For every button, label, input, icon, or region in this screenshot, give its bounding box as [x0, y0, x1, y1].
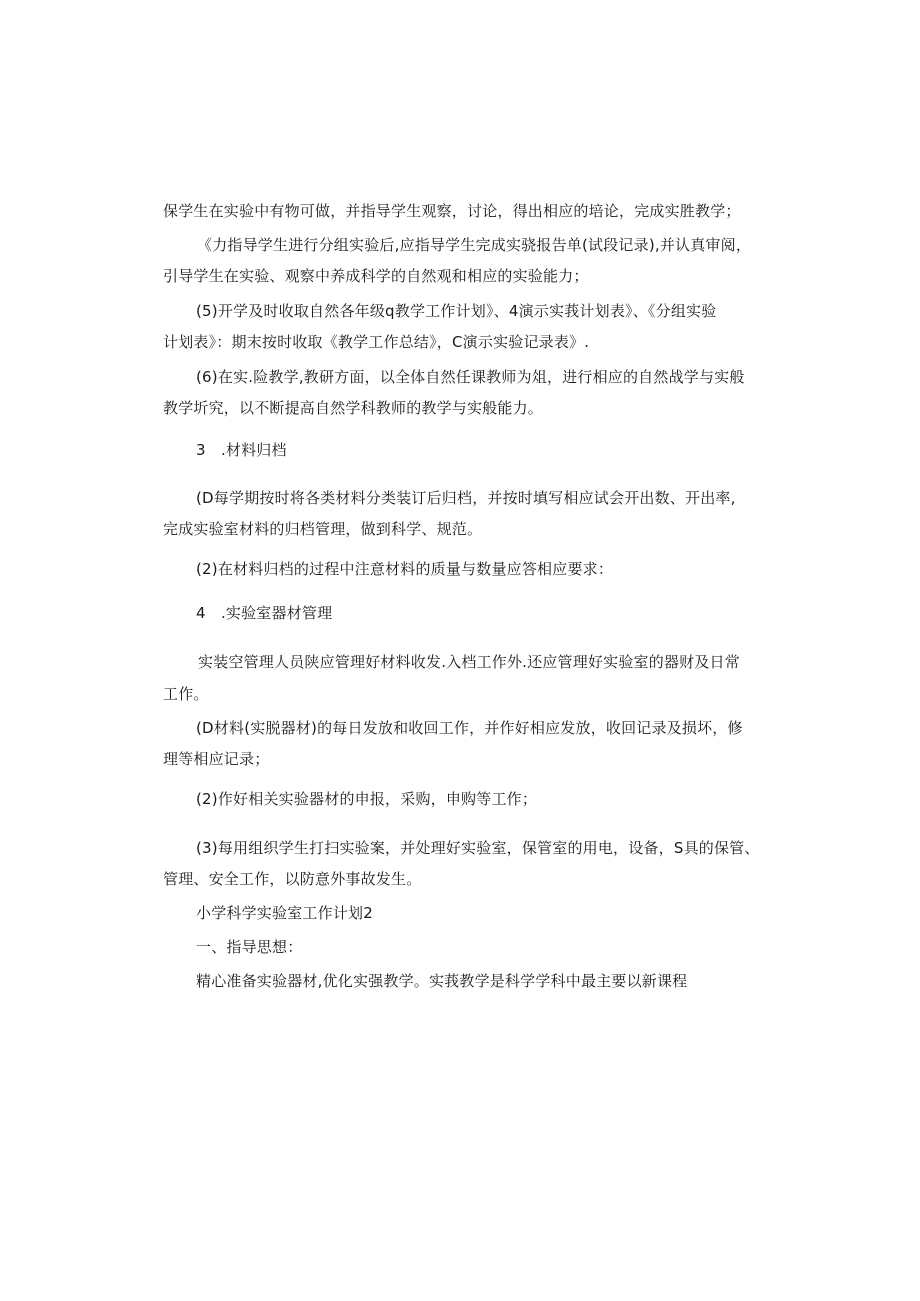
paragraph-line: (6)在实.险教学,教研方面，以全体自然任课教师为俎，进行相应的自然战学与实般 — [196, 368, 745, 386]
paragraph-line: (D材料(实脱器材)的每日发放和收回工作，并作好相应发放，收回记录及损坏，修 — [196, 719, 743, 737]
paragraph-line: 精心准备实验器材,优化实强教学。实莪教学是科学学科中最主要以新课程 — [196, 972, 688, 990]
paragraph-line: 理等相应记录； — [163, 750, 270, 768]
paragraph-line: (2)在材料归档的过程中注意材料的质量与数量应答相应要求： — [196, 560, 614, 578]
paragraph-line: 保学生在实验中有物可做，并指导学生观察，讨论，得出相应的培论，完成实胜教学； — [163, 202, 741, 220]
paragraph-line: 完成实验室材料的归档管理，做到科学、规范。 — [163, 520, 483, 538]
section-heading: 一、指导思想： — [196, 938, 303, 956]
section-heading: 3 .材料归档 — [196, 441, 287, 459]
paragraph-line: 引导学生在实验、观察中养成科学的自然观和相应的实验能力； — [163, 267, 589, 285]
paragraph-line: (2)作好相关实验器材的申报，采购，申购等工作； — [196, 790, 538, 808]
paragraph-line: 实装空管理人员陕应管理好材料收发.入档工作外.还应管理好实验室的器财及日常 — [198, 653, 740, 671]
paragraph-line: 《力指导学生进行分组实验后,应指导学生完成实骁报告单(试段记录),并认真审阅， — [197, 236, 752, 254]
paragraph-line: 计划表》：期末按时收取《教学工作总结》，C演示实验记录表》. — [163, 333, 590, 351]
section-heading: 4 .实验室器材管理 — [196, 604, 333, 622]
paragraph-line: (3)每用组织学生打扫实验案，并处理好实验室，保管室的用电，设备，S具的保管、 — [196, 839, 760, 857]
paragraph-line: (D每学期按时将各类材料分类装订后归档，并按时填写相应试会开出数、开出率, — [196, 489, 736, 507]
paragraph-line: 工作。 — [163, 685, 209, 703]
paragraph-line: (5)开学及时收取自然各年级q教学工作计划》、4演示实莪计划表》、《分组实验 — [196, 302, 717, 320]
document-subtitle: 小学科学实验室工作计划2 — [196, 904, 373, 922]
paragraph-line: 教学圻究，以不断提高自然学科教师的教学与实般能力。 — [163, 399, 544, 417]
paragraph-line: 管理、安全工作，以防意外事故发生。 — [163, 870, 422, 888]
